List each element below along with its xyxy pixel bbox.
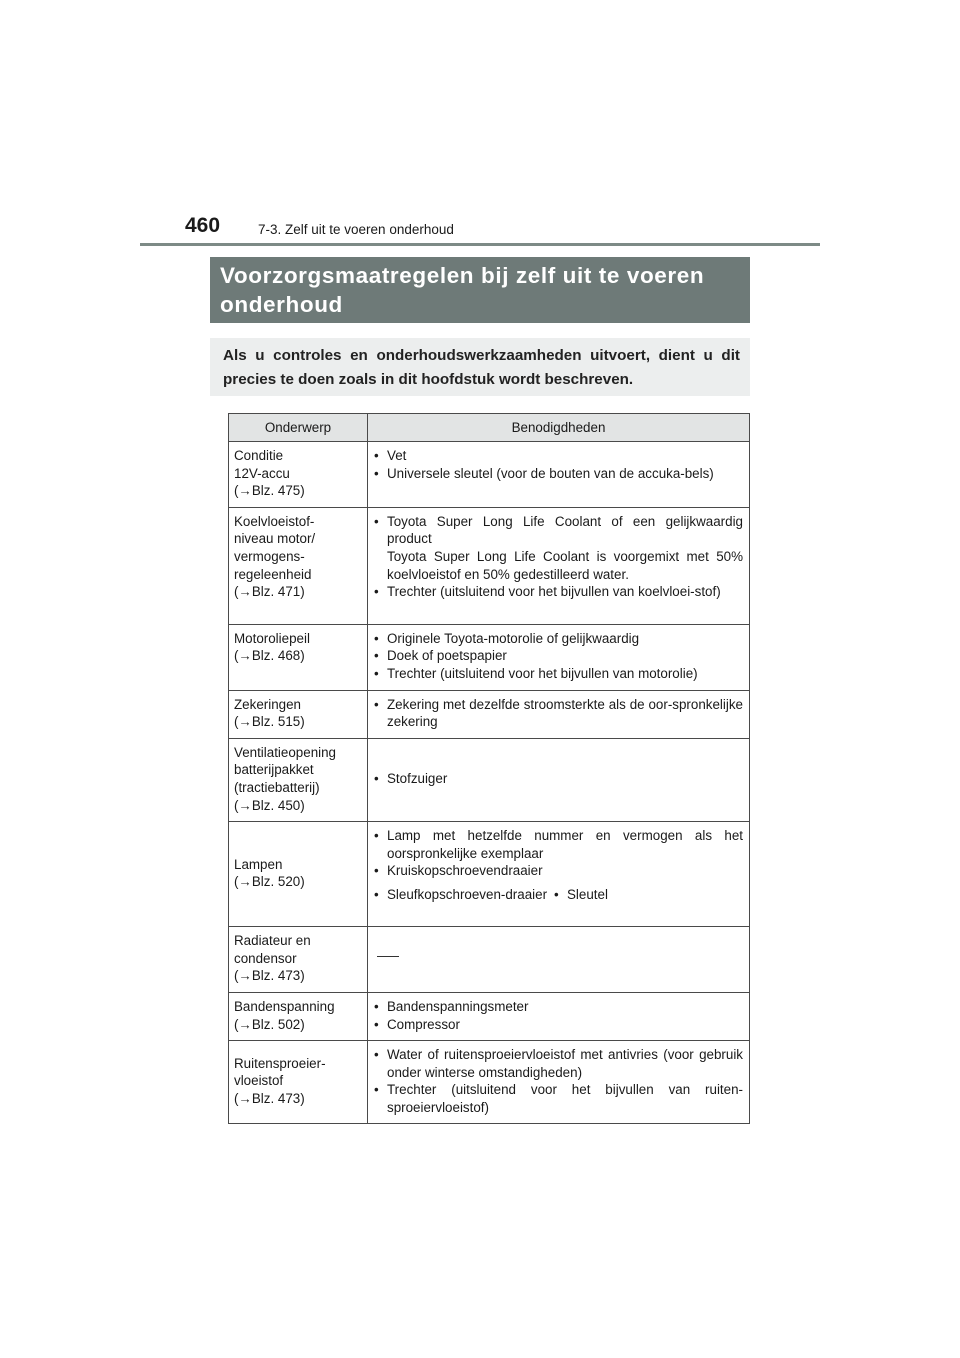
subject-cell: [229, 822, 368, 927]
subject-line: Bandenspanning: [234, 998, 335, 1014]
subject-line: Motoroliepeil: [234, 630, 310, 646]
table-row: [229, 690, 750, 738]
subject-line: Ruitensproeier-: [234, 1055, 326, 1071]
intro-box: [210, 338, 750, 396]
table-row: [229, 738, 750, 821]
subject-line: vermogens-: [234, 548, 305, 564]
table-row: [229, 507, 750, 624]
page-number: 460: [185, 214, 221, 237]
subject-line: niveau motor/: [234, 531, 316, 547]
page-reference: (→Blz. 515): [234, 714, 305, 730]
subject-line: Ventilatieopening: [234, 744, 337, 760]
split-items: [373, 886, 743, 904]
list-item: • Doek of poetspapier: [373, 647, 743, 665]
list-item: • Compressor: [373, 1016, 743, 1034]
header-subject: Onderwerp: [229, 414, 368, 442]
supplies-cell: [368, 927, 750, 993]
subject-cell: [229, 992, 368, 1040]
list-item: • Bandenspanningsmeter: [373, 998, 743, 1016]
subject-cell: [229, 507, 368, 624]
subject-line: (tractiebatterij): [234, 779, 320, 795]
section-reference: 7-3. Zelf uit te voeren onderhoud: [258, 222, 454, 237]
supplies-cell: [368, 822, 750, 927]
page-reference: (→Blz. 473): [234, 968, 305, 984]
subject-line: Conditie: [234, 448, 284, 463]
header-divider: [140, 243, 820, 246]
subject-line: Radiateur en: [234, 933, 311, 949]
table-row: [229, 624, 750, 690]
subject-cell: [229, 738, 368, 821]
subject-cell: [229, 927, 368, 993]
table-row: [229, 927, 750, 993]
intro-text: Als u controles en onderhoudswerkzaamheden uitvoert, dient u dit precies te doen zoals in dit hoofdstuk wordt beschreven.: [223, 347, 740, 388]
split-left: [373, 886, 553, 904]
list-item: • Water of ruitensproeiervloeistof met antivries (voor gebruik onder winterse omstandigheden): [373, 1046, 743, 1081]
list-item: • Originele Toyota-motorolie of gelijkwaardig: [373, 630, 743, 648]
table-row: [229, 1041, 750, 1124]
subject-line: Lampen: [234, 856, 283, 872]
list-item: • Trechter (uitsluitend voor het bijvullen van motorolie): [373, 665, 743, 683]
supplies-cell: [368, 507, 750, 624]
list-item: • Vet: [373, 447, 743, 465]
list-item: • Trechter (uitsluitend voor het bijvullen van koelvloei-stof): [373, 583, 743, 601]
page-reference: (→Blz. 475): [234, 483, 305, 499]
list-item: • Lamp met hetzelfde nummer en vermogen als het oorspronkelijke exemplaar: [373, 827, 743, 862]
page-reference: (→Blz. 473): [234, 1091, 305, 1107]
section-title-box: [210, 257, 750, 323]
subject-line: vloeistof: [234, 1073, 284, 1089]
list-item: • Sleufkopschroeven-draaier: [373, 886, 553, 904]
page-reference: (→Blz. 471): [234, 584, 305, 600]
subject-line: condensor: [234, 950, 297, 966]
supplies-cell: [368, 442, 750, 508]
page-reference: (→Blz. 450): [234, 797, 305, 813]
subject-cell: [229, 1041, 368, 1124]
list-item: • Sleutel: [553, 886, 608, 904]
table-row: [229, 992, 750, 1040]
supplies-cell: [368, 1041, 750, 1124]
supplies-cell: [368, 624, 750, 690]
table-header-row: [229, 414, 750, 442]
subject-line: regeleenheid: [234, 566, 312, 582]
list-item: • Trechter (uitsluitend voor het bijvullen van ruiten-sproeiervloeistof): [373, 1081, 743, 1116]
empty-dash: [377, 956, 399, 957]
tools-table: [228, 413, 750, 1124]
list-item: • Zekering met dezelfde stroomsterkte als de oor-spronkelijke zekering: [373, 696, 743, 731]
subject-cell: [229, 624, 368, 690]
subject-cell: [229, 442, 368, 508]
split-right: [553, 886, 743, 904]
list-item-text: Toyota Super Long Life Coolant of een gelijkwaardig product: [387, 513, 743, 547]
subject-cell: [229, 690, 368, 738]
list-item-note: Toyota Super Long Life Coolant is voorgemixt met 50% koelvloeistof en 50% gedestilleerd water.: [387, 548, 743, 582]
table-row: [229, 822, 750, 927]
list-item: • Stofzuiger: [373, 770, 743, 788]
header-supplies: Benodigdheden: [368, 414, 750, 442]
supplies-cell: [368, 992, 750, 1040]
subject-line: Koelvloeistof-: [234, 513, 315, 529]
list-item: • Universele sleutel (voor de bouten van de accuka-bels): [373, 465, 743, 483]
section-title: Voorzorgsmaatregelen bij zelf uit te voeren onderhoud: [220, 263, 705, 317]
list-item: [373, 513, 743, 583]
subject-line: 12V-accu: [234, 465, 290, 481]
supplies-cell: [368, 690, 750, 738]
list-item: • Kruiskopschroevendraaier: [373, 862, 743, 880]
page-reference: (→Blz. 468): [234, 648, 305, 664]
subject-line: Zekeringen: [234, 696, 301, 712]
page-reference: (→Blz. 520): [234, 874, 305, 890]
supplies-cell: [368, 738, 750, 821]
subject-line: batterijpakket: [234, 762, 314, 778]
page-reference: (→Blz. 502): [234, 1016, 305, 1032]
table-row: [229, 442, 750, 508]
